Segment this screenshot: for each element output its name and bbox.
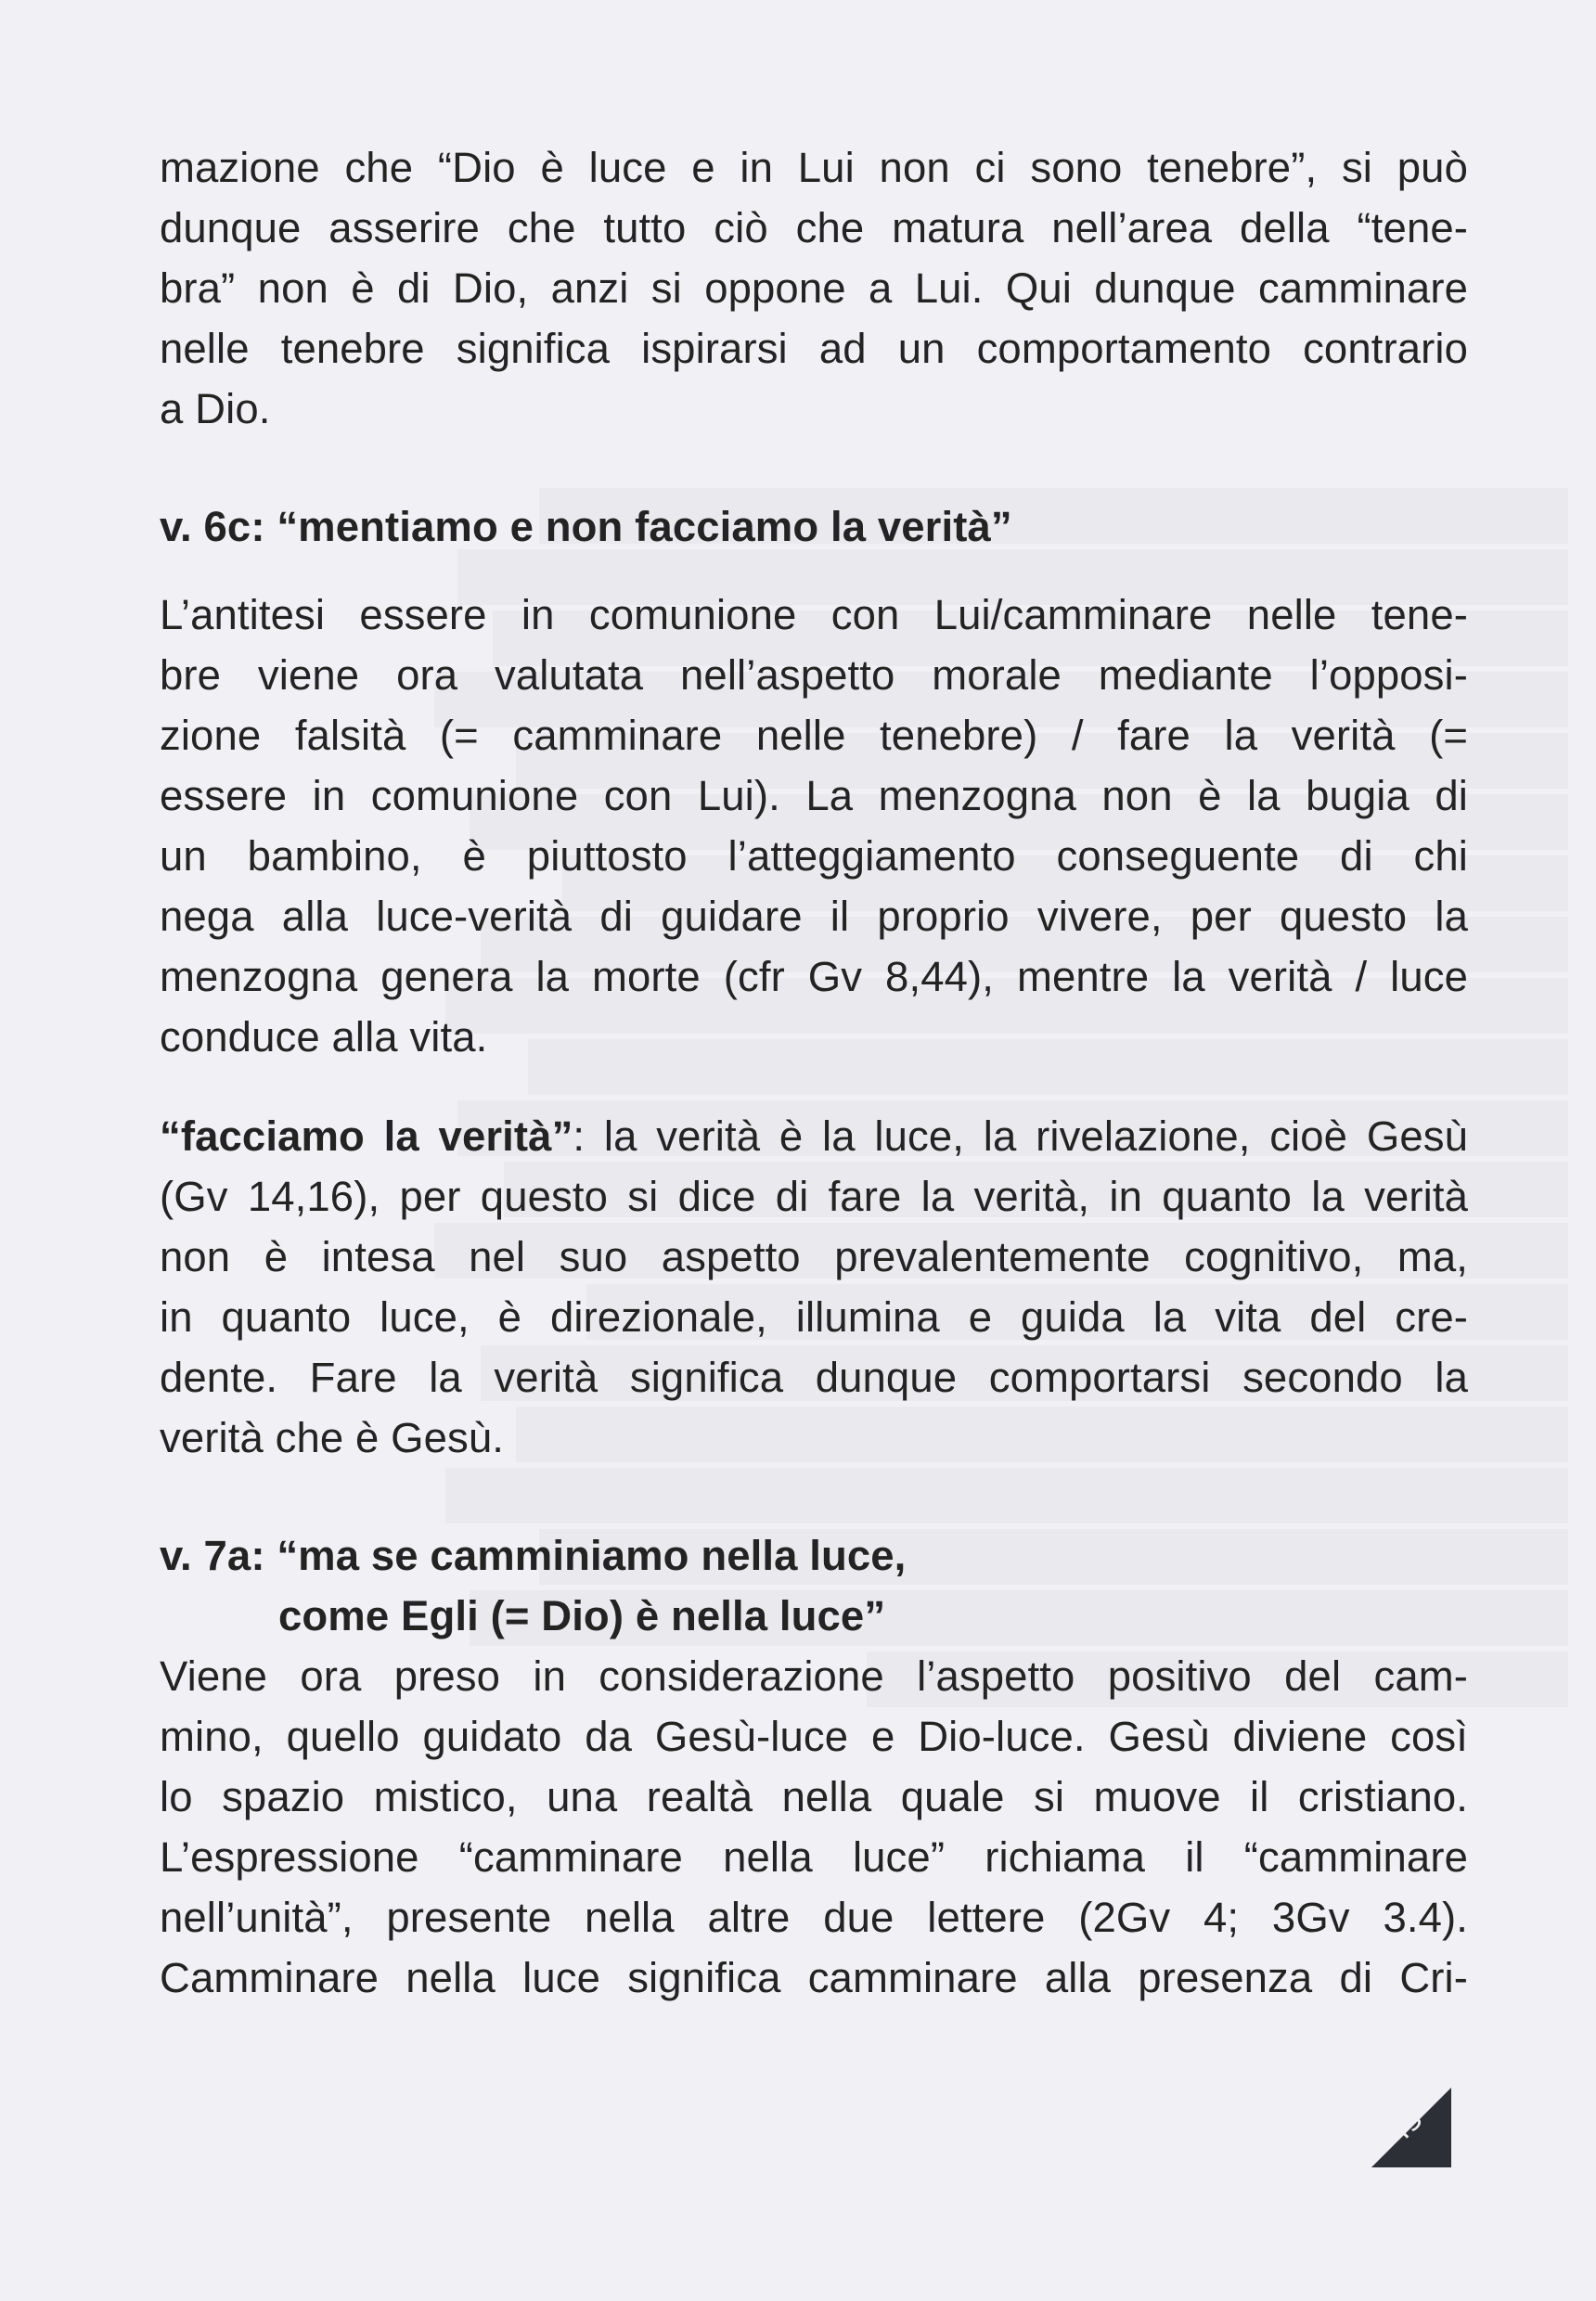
paragraph-antitesi: [160, 585, 1468, 1067]
paragraph-facciamo-verita: [160, 1106, 1468, 1468]
heading-line: come Egli (= Dio) è nella luce”: [278, 1592, 886, 1639]
text-line: essere in comunione con Lui). La menzogna non è la bugia di: [160, 772, 1468, 819]
text-line: mazione che “Dio è luce e in Lui non ci sono tenebre”, si può: [160, 144, 1468, 191]
text-line: Camminare nella luce significa camminare alla presenza di Cri-: [160, 1954, 1468, 2001]
text-line: menzogna genera la morte (cfr Gv 8,44), mentre la verità / luce: [160, 953, 1468, 1000]
text-line: nelle tenebre significa ispirarsi ad un comportamento contrario: [160, 325, 1468, 372]
spacer: [160, 1468, 1468, 1525]
text-line: dunque asserire che tutto ciò che matura nell’area della “tene-: [160, 204, 1468, 251]
text-line: verità che è Gesù.: [160, 1414, 505, 1461]
bold-term: “facciamo la verità”: [160, 1112, 573, 1160]
paragraph-intro: [160, 137, 1468, 439]
spacer: [160, 557, 1468, 585]
heading-line: v. 7a: “ma se camminiamo nella luce,: [160, 1532, 907, 1579]
text-line: a Dio.: [160, 385, 271, 432]
text-line: nega alla luce-verità di guidare il proprio vivere, per questo la: [160, 893, 1468, 940]
text-line: mino, quello guidato da Gesù-luce e Dio-luce. Gesù diviene così: [160, 1713, 1468, 1760]
paragraph-cammino: [160, 1646, 1468, 2008]
text-line: lo spazio mistico, una realtà nella quale si muove il cristiano.: [160, 1773, 1468, 1820]
text-line: bra” non è di Dio, anzi si oppone a Lui. Qui dunque camminare: [160, 264, 1468, 312]
text-line: zione falsità (= camminare nelle tenebre) / fare la verità (=: [160, 712, 1468, 759]
text-line: L’espressione “camminare nella luce” richiama il “camminare: [160, 1833, 1468, 1881]
text-line: L’antitesi essere in comunione con Lui/camminare nelle tene-: [160, 591, 1468, 638]
section-heading-v7a: [160, 1525, 1468, 1646]
text-run: : la verità è la luce, la rivelazione, cioè Gesù: [573, 1112, 1468, 1160]
text-line: non è intesa nel suo aspetto prevalentemente cognitivo, ma,: [160, 1233, 1468, 1280]
page-number: 43: [1382, 2102, 1430, 2152]
text-line: nell’unità”, presente nella altre due lettere (2Gv 4; 3Gv 3.4).: [160, 1894, 1468, 1941]
spacer: [160, 439, 1468, 496]
body-text: [160, 137, 1468, 2008]
text-line: in quanto luce, è direzionale, illumina e guida la vita del cre-: [160, 1293, 1468, 1341]
text-line: (Gv 14,16), per questo si dice di fare la verità, in quanto la verità: [160, 1173, 1468, 1220]
text-line: dente. Fare la verità significa dunque comportarsi secondo la: [160, 1354, 1468, 1401]
text-line: Viene ora preso in considerazione l’aspetto positivo del cam-: [160, 1652, 1468, 1700]
text-line: conduce alla vita.: [160, 1013, 488, 1061]
text-line: bre viene ora valutata nell’aspetto morale mediante l’opposi-: [160, 651, 1468, 699]
spacer: [160, 1067, 1468, 1106]
text-line: [160, 1106, 1468, 1166]
section-heading-v6c: v. 6c: “mentiamo e non facciamo la verità”: [160, 503, 1012, 550]
text-line: un bambino, è piuttosto l’atteggiamento conseguente di chi: [160, 832, 1468, 880]
